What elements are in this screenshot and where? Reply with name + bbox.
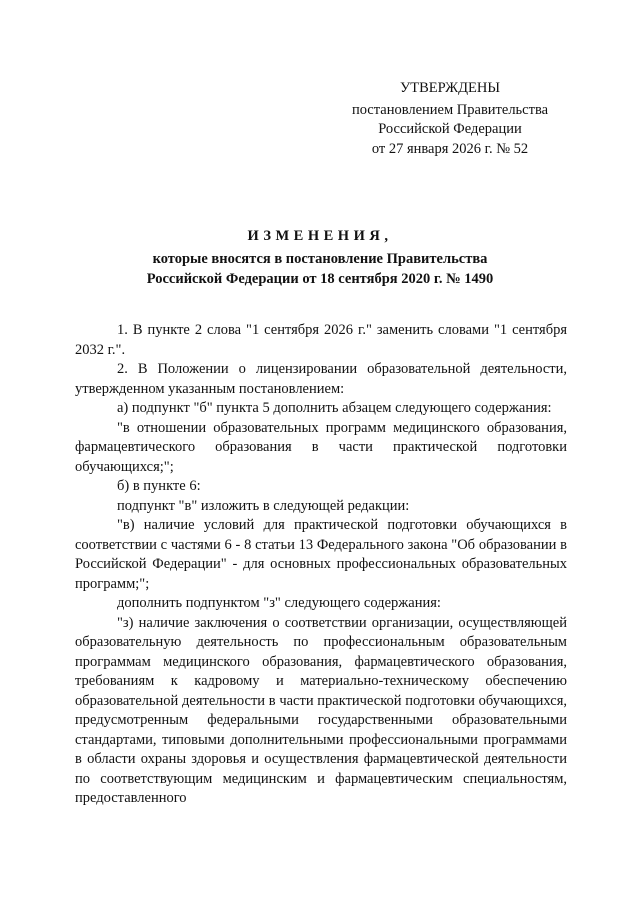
paragraph-item-2: 2. В Положении о лицензировании образовательной деятельности, утвержденном указанным постановлением: — [75, 361, 567, 397]
document-subtitle — [0, 250, 640, 289]
paragraph-item-1: 1. В пункте 2 слова "1 сентября 2026 г." заменить словами "1 сентября 2032 г.". — [75, 322, 567, 358]
paragraph-subitem-a: а) подпункт "б" пункта 5 дополнить абзацем следующего содержания: — [117, 400, 552, 416]
paragraph-quote-v-otnoshenii: "в отношении образовательных программ медицинского образования, фармацевтического образования в части практической подготовки обучающихся;"; — [75, 419, 567, 475]
approval-line-2: Российской Федерации — [378, 121, 522, 137]
paragraph-quote-v: "в) наличие условий для практической подготовки обучающихся в соответствии с частями 6 - 8 статьи 13 Федерального закона "Об образовании в Российской Федерации" - для основных профессиональных образовательных программ;"; — [75, 517, 567, 592]
approval-title: УТВЕРЖДЕНЫ — [399, 80, 501, 96]
subtitle-line-1: которые вносятся в постановление Правительства — [152, 251, 488, 267]
paragraph-instruction-z: дополнить подпунктом "з" следующего содержания: — [117, 595, 441, 611]
document-body — [75, 321, 567, 809]
approval-stamp — [330, 79, 570, 159]
approval-line-1: постановлением Правительства — [351, 101, 549, 118]
subtitle-line-2: Российской Федерации от 18 сентября 2020 г. № 1490 — [146, 270, 494, 287]
paragraph-subitem-b: б) в пункте 6: — [117, 478, 201, 494]
paragraph-instruction-v: подпункт "в" изложить в следующей редакции: — [117, 497, 410, 514]
document-title: ИЗМЕНЕНИЯ, — [247, 228, 393, 244]
paragraph-quote-z: "з) наличие заключения о соответствии организации, осуществляющей образовательную деятельность по профессиональным образовательным программам медицинского образования, фармацевтического образования, требованиям к кадровому и материально-техническому обеспечению образовательной деятельности в части практической подготовки обучающихся, предусмотренным федеральными государственными образовательными стандартами, типовыми дополнительными профессиональными программами в области охраны здоровья и осуществления фармацевтической деятельности по соответствующим медицинским и фармацевтическим специальностям, предоставленного — [75, 614, 567, 806]
approval-line-3: от 27 января 2026 г. № 52 — [371, 140, 529, 157]
